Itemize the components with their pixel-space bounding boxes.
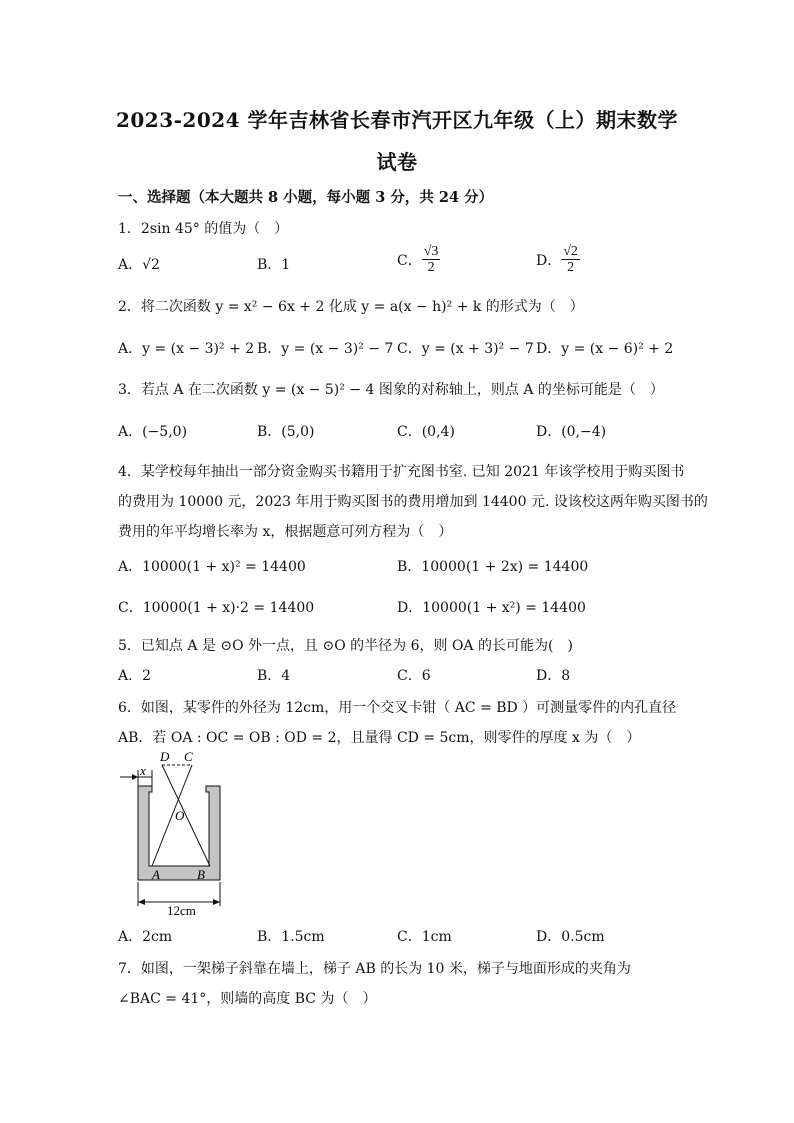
q6-option-a[interactable]: A．2cm xyxy=(118,929,173,945)
section-heading: 一、选择题（本大题共 8 小题，每小题 3 分，共 24 分） xyxy=(118,189,494,206)
q2-option-c[interactable]: C．y = (x + 3)² − 7 xyxy=(397,341,534,357)
q1-option-d-numerator: √2 xyxy=(563,244,578,259)
q1-option-c-fraction xyxy=(422,244,441,276)
q6-stem-line2: AB．若 OA : OC = OB : OD = 2，且量得 CD = 5cm，则零件的厚度 x 为（ ） xyxy=(118,730,641,746)
q4-option-d[interactable]: D．10000(1 + x²) = 14400 xyxy=(397,600,586,616)
q6-stem-line1: 6．如图，某零件的外径为 12cm，用一个交叉卡钳（ AC = BD ）可测量零件的内孔直径 xyxy=(118,700,677,716)
caliper-figure xyxy=(114,748,244,918)
label-a: A xyxy=(152,867,160,882)
q5-option-d[interactable]: D．8 xyxy=(536,668,571,684)
page-title-line2: 试卷 xyxy=(376,150,418,174)
label-d: D xyxy=(160,749,170,764)
q4-option-b[interactable]: B．10000(1 + 2x) = 14400 xyxy=(397,559,589,575)
label-width: 12cm xyxy=(167,903,196,918)
label-o: O xyxy=(175,808,185,823)
q1-option-a-value: √2 xyxy=(142,257,160,273)
q2-option-a[interactable]: A．y = (x − 3)² + 2 xyxy=(118,341,255,357)
q1-option-b-value: 1 xyxy=(281,257,291,273)
width-arrow-right xyxy=(213,899,220,905)
q7-stem-line1: 7．如图，一架梯子斜靠在墙上，梯子 AB 的长为 10 米，梯子与地面形成的夹角为 xyxy=(118,961,631,977)
q2-stem: 2．将二次函数 y = x² − 6x + 2 化成 y = a(x − h)² + k 的形式为（ ） xyxy=(118,299,584,315)
q2-option-d[interactable]: D．y = (x − 6)² + 2 xyxy=(536,341,674,357)
q5-option-b[interactable]: B．4 xyxy=(257,668,291,684)
label-c: C xyxy=(184,749,193,764)
label-x: x xyxy=(140,763,146,778)
q4-stem-line1: 4．某学校每年抽出一部分资金购买书籍用于扩充图书室. 已知 2021 年该学校用于购买图书 xyxy=(118,464,685,480)
q4-stem-line2: 的费用为 10000 元，2023 年用于购买图书的费用增加到 14400 元. 设该校这两年购买图书的 xyxy=(118,494,708,510)
q7-stem-line2: ∠BAC = 41°，则墙的高度 BC 为（ ） xyxy=(118,991,377,1007)
x-arrow-head-left xyxy=(132,774,138,780)
label-b: B xyxy=(197,867,205,882)
q6-option-c[interactable]: C．1cm xyxy=(397,929,452,945)
page-title-line1: 2023-2024 学年吉林省长春市汽开区九年级（上）期末数学 xyxy=(115,108,679,132)
q5-option-c[interactable]: C．6 xyxy=(397,668,431,684)
q3-option-c[interactable]: C．(0,4) xyxy=(397,424,455,440)
q1-option-c-label: C． xyxy=(397,252,422,269)
q3-option-a[interactable]: A．(−5,0) xyxy=(118,424,188,440)
q3-option-d[interactable]: D．(0,−4) xyxy=(536,424,607,440)
q1-stem: 1．2sin 45° 的值为（ ） xyxy=(118,221,289,237)
q1-option-d-label: D． xyxy=(536,252,562,269)
q6-option-b[interactable]: B．1.5cm xyxy=(257,929,325,945)
q3-stem: 3．若点 A 在二次函数 y = (x − 5)² − 4 图象的对称轴上，则点 A 的坐标可能是（ ） xyxy=(118,382,664,398)
q1-option-d-fraction xyxy=(561,244,580,276)
q1-option-c[interactable] xyxy=(397,244,440,276)
q2-option-b[interactable]: B．y = (x − 3)² − 7 xyxy=(257,341,394,357)
q1-option-c-denominator: 2 xyxy=(427,260,435,276)
q1-option-a-label: A． xyxy=(118,257,143,273)
q4-stem-line3: 费用的年平均增长率为 x，根据题意可列方程为（ ） xyxy=(118,524,453,540)
q1-option-d[interactable] xyxy=(536,244,580,276)
q6-option-d[interactable]: D．0.5cm xyxy=(536,929,605,945)
q4-option-a[interactable]: A．10000(1 + x)² = 14400 xyxy=(118,559,306,575)
q1-option-d-denominator: 2 xyxy=(567,260,575,276)
width-arrow-left xyxy=(138,899,145,905)
q1-option-b[interactable] xyxy=(257,254,290,274)
q5-option-a[interactable]: A．2 xyxy=(118,668,152,684)
q5-stem: 5．已知点 A 是 ⊙O 外一点，且 ⊙O 的半径为 6，则 OA 的长可能为( ) xyxy=(118,638,573,654)
q3-option-b[interactable]: B．(5,0) xyxy=(257,424,315,440)
q1-option-b-label: B． xyxy=(257,257,282,273)
q4-option-c[interactable]: C．10000(1 + x)·2 = 14400 xyxy=(118,600,315,616)
q1-option-a[interactable] xyxy=(118,254,160,274)
q1-option-c-numerator: √3 xyxy=(423,244,439,259)
